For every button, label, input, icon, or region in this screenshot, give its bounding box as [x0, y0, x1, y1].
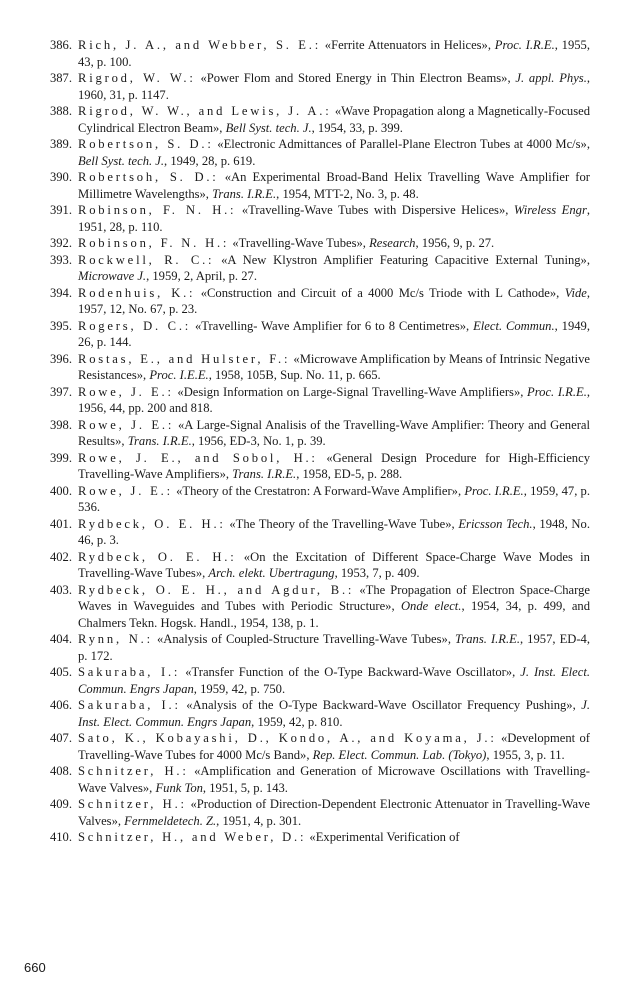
- reference-entry: [34, 202, 590, 235]
- reference-details: , 1960, 31, p. 1147.: [78, 71, 591, 102]
- reference-number: 407.: [49, 731, 72, 745]
- reference-details: , 1954, 33, p. 399.: [311, 120, 403, 135]
- reference-title: «The Propagation of Electron Space-Charge Waves in Waveguides and Tubes with Periodic Structure»,: [78, 582, 591, 613]
- reference-author: Sakuraba, I.:: [78, 665, 181, 679]
- reference-title: «Wave Propagation along a Magnetically-Focused Cylindrical Electron Beam»,: [78, 104, 591, 135]
- reference-author: Rowe, J. E.:: [78, 384, 174, 399]
- reference-text: [78, 318, 590, 351]
- reference-text: [78, 664, 590, 697]
- reference-text: [78, 697, 590, 730]
- reference-author: Rigrod, W. W., and Lewis, J. A.:: [78, 104, 332, 118]
- reference-title: «Development of Travelling-Wave Tubes for 4000 Mc/s Band»,: [78, 731, 590, 762]
- reference-details: , 1955, 43, p. 100.: [78, 38, 590, 69]
- reference-title: «An Experimental Broad-Band Helix Travelling Wave Amplifier for Millimetre Wavelengths»,: [78, 170, 590, 201]
- reference-author: Rowe, J. E.:: [78, 417, 175, 432]
- reference-journal: Bell Syst. tech. J.: [78, 153, 165, 168]
- reference-journal: Ericsson Tech.: [458, 516, 533, 531]
- reference-journal: Onde elect.: [400, 599, 462, 613]
- reference-details: , 1959, 2, April, p. 27.: [146, 269, 257, 283]
- reference-journal: Elect. Commun.: [473, 318, 555, 333]
- reference-author: Rodenhuis, K.:: [78, 285, 196, 300]
- reference-details: , 1957, 12, No. 67, p. 23.: [78, 285, 590, 316]
- reference-title: «Construction and Circuit of a 4000 Mc/s Triode with L Cathode»,: [195, 285, 565, 300]
- reference-number: 391.: [49, 203, 72, 217]
- reference-title: «Amplification and Generation of Microwave Oscillations with Travelling-Wave Valves»,: [78, 764, 590, 795]
- reference-number: 386.: [49, 38, 72, 52]
- reference-number: 406.: [49, 698, 72, 712]
- reference-number: 398.: [49, 417, 72, 432]
- page-number: 660: [24, 960, 46, 975]
- reference-details: , 1954, 34, p. 499, and Chalmers Tekn. Hogsk. Handl., 1954, 138, p. 1.: [78, 599, 590, 630]
- reference-number: 403.: [49, 582, 72, 597]
- reference-details: , 1951, 5, p. 143.: [202, 780, 288, 795]
- reference-author: Rostas, E., and Hulster, F.:: [78, 351, 291, 366]
- reference-title: «Electronic Admittances of Parallel-Plane Electron Tubes at 4000 Mc/s»,: [213, 137, 590, 151]
- reference-author: Schnitzer, H., and Weber, D.:: [78, 830, 307, 844]
- reference-entry: [34, 483, 590, 516]
- reference-author: Sakuraba, I.:: [78, 698, 181, 712]
- reference-author: Sato, K., Kobayashi, D., Kondo, A., and Koyama, J.:: [78, 731, 497, 745]
- reference-title: «Experimental Verification of: [306, 830, 460, 844]
- reference-number: 388.: [49, 104, 72, 118]
- reference-entry: [34, 516, 590, 549]
- reference-journal: Microwave J.: [78, 269, 147, 283]
- reference-details: , 1954, MTT-2, No. 3, p. 48.: [276, 186, 419, 201]
- reference-journal: Proc. I.R.E.: [527, 384, 587, 399]
- reference-journal: Trans. I.R.E.: [455, 632, 520, 646]
- reference-title: «Travelling-Wave Tubes with Dispersive Helices»,: [236, 203, 514, 217]
- reference-entry: [34, 136, 590, 169]
- reference-entry: [34, 37, 590, 70]
- reference-journal: Bell Syst. tech. J.: [225, 120, 312, 135]
- reference-title: «A New Klystron Amplifier Featuring Capacitive External Tuning»,: [214, 252, 590, 267]
- reference-text: [78, 730, 590, 763]
- reference-author: Robertsoh, S. D.:: [78, 170, 219, 184]
- reference-number: 400.: [49, 483, 72, 498]
- reference-text: [78, 351, 590, 384]
- reference-journal: Vide: [564, 285, 587, 300]
- reference-title: «Theory of the Crestatron: A Forward-Wave Amplifier»,: [172, 483, 465, 498]
- reference-details: , 1949, 26, p. 144.: [78, 318, 590, 349]
- reference-author: Rich, J. A., and Webber, S. E.:: [78, 38, 322, 52]
- reference-title: «On the Excitation of Different Space-Charge Wave Modes in Travelling-Wave Tubes»,: [78, 549, 590, 580]
- reference-entry: [34, 103, 590, 136]
- reference-number: 389.: [49, 137, 72, 151]
- reference-number: 405.: [49, 665, 72, 679]
- reference-entry: [34, 70, 590, 103]
- reference-text: [78, 384, 590, 417]
- reference-text: [78, 516, 590, 549]
- reference-entry: [34, 384, 590, 417]
- reference-number: 410.: [49, 830, 72, 844]
- reference-entry: [34, 631, 590, 664]
- reference-author: Rydbeck, O. E. H., and Agdur, B.:: [78, 582, 355, 597]
- reference-title: «Travelling- Wave Amplifier for 6 to 8 Centimetres»,: [191, 318, 474, 333]
- reference-author: Rigrod, W. W.:: [78, 71, 196, 85]
- reference-entry: [34, 235, 590, 252]
- reference-text: [78, 582, 590, 632]
- reference-title: «A Large-Signal Analisis of the Travelling-Wave Amplifier: Theory and General Results»,: [78, 417, 590, 448]
- reference-title: «Analysis of Coupled-Structure Travelling-Wave Tubes»,: [152, 632, 456, 646]
- reference-author: Rockwell, R. C.:: [78, 252, 215, 267]
- reference-text: [78, 450, 590, 483]
- reference-title: «Design Information on Large-Signal Travelling-Wave Amplifiers»,: [173, 384, 528, 399]
- reference-entry: [34, 252, 590, 285]
- reference-title: «Travelling-Wave Tubes»,: [229, 236, 370, 250]
- reference-details: , 1957, ED-4, p. 172.: [78, 632, 591, 663]
- reference-text: [78, 103, 590, 136]
- reference-author: Robertson, S. D.:: [78, 137, 214, 151]
- reference-entry: [34, 697, 590, 730]
- reference-text: [78, 549, 590, 582]
- reference-author: Rowe, J. E.:: [78, 483, 173, 498]
- reference-details: , 1958, ED-5, p. 288.: [296, 467, 403, 481]
- reference-journal: Rep. Elect. Commun. Lab. (Tokyo): [312, 747, 487, 762]
- reference-details: , 1953, 7, p. 409.: [334, 566, 420, 580]
- reference-journal: Trans. I.R.E.: [127, 434, 192, 448]
- reference-author: Rydbeck, O. E. H.:: [78, 516, 226, 531]
- reference-entry: [34, 730, 590, 763]
- reference-author: Rynn, N.:: [78, 632, 153, 646]
- reference-details: , 1959, 42, p. 810.: [251, 714, 343, 729]
- reference-journal: J. appl. Phys.: [515, 71, 587, 85]
- reference-author: Schnitzer, H.:: [78, 797, 187, 811]
- reference-entry: [34, 796, 590, 829]
- reference-number: 397.: [49, 384, 72, 399]
- reference-text: [78, 483, 590, 516]
- reference-text: [78, 285, 590, 318]
- reference-entry: [34, 417, 590, 450]
- reference-text: [78, 70, 590, 103]
- reference-journal: Wireless Engr: [513, 203, 587, 217]
- reference-number: 404.: [49, 632, 72, 646]
- reference-title: «Microwave Amplification by Means of Intrinsic Negative Resistances»,: [78, 351, 590, 382]
- reference-author: Robinson, F. N. H.:: [78, 203, 237, 217]
- reference-text: [78, 136, 590, 169]
- reference-details: , 1956, 9, p. 27.: [415, 236, 495, 250]
- reference-number: 402.: [49, 549, 72, 564]
- reference-details: , 1956, ED-3, No. 1, p. 39.: [191, 434, 326, 448]
- reference-text: [78, 796, 590, 829]
- reference-number: 401.: [49, 516, 72, 531]
- reference-details: , 1959, 42, p. 750.: [193, 681, 286, 696]
- reference-journal: Arch. elekt. Ubertragung: [208, 566, 335, 580]
- reference-number: 394.: [49, 285, 72, 300]
- reference-title: «Production of Direction-Dependent Electronic Attenuator in Travelling-Wave Valves»,: [78, 797, 590, 828]
- reference-entry: [34, 169, 590, 202]
- reference-entry: [34, 318, 590, 351]
- reference-number: 399.: [49, 450, 72, 465]
- reference-title: «Transfer Function of the O-Type Backward-Wave Oscillator»,: [180, 665, 521, 679]
- reference-details: , 1949, 28, p. 619.: [164, 153, 256, 168]
- reference-journal: Funk Ton: [155, 780, 203, 795]
- reference-details: , 1956, 44, pp. 200 and 818.: [78, 384, 590, 415]
- reference-journal: Proc. I.E.E.: [149, 368, 209, 382]
- reference-text: [78, 252, 590, 285]
- reference-title: «Power Flom and Stored Energy in Thin Electron Beams»,: [195, 71, 516, 85]
- reference-text: [78, 631, 590, 664]
- reference-number: 390.: [49, 170, 72, 184]
- reference-entry: [34, 351, 590, 384]
- reference-number: 409.: [49, 797, 72, 811]
- reference-number: 392.: [49, 236, 72, 250]
- reference-details: , 1958, 105B, Sup. No. 11, p. 665.: [208, 368, 381, 382]
- reference-author: Rowe, J. E., and Sobol, H.:: [78, 450, 318, 465]
- reference-text: [78, 763, 590, 796]
- reference-author: Robinson, F. N. H.:: [78, 236, 230, 250]
- reference-title: «The Theory of the Travelling-Wave Tube»,: [225, 516, 459, 531]
- reference-journal: Proc. I.R.E.: [494, 38, 555, 52]
- reference-journal: Proc. I.R.E.: [464, 483, 524, 498]
- reference-text: [78, 417, 590, 450]
- reference-entry: [34, 829, 590, 846]
- reference-entry: [34, 549, 590, 582]
- reference-journal: Fernmeldetech. Z.: [124, 813, 217, 828]
- reference-details: , 1948, No. 46, p. 3.: [78, 516, 590, 547]
- reference-entry: [34, 763, 590, 796]
- reference-details: , 1951, 28, p. 110.: [78, 203, 590, 234]
- reference-number: 387.: [49, 71, 72, 85]
- reference-number: 396.: [49, 351, 72, 366]
- reference-title: «General Design Procedure for High-Efficiency Travelling-Wave Amplifiers»,: [78, 450, 590, 481]
- reference-entry: [34, 664, 590, 697]
- reference-number: 395.: [49, 318, 72, 333]
- reference-text: [78, 202, 590, 235]
- reference-list: [34, 37, 590, 846]
- reference-entry: [34, 450, 590, 483]
- reference-details: , 1951, 4, p. 301.: [216, 813, 302, 828]
- reference-journal: Trans. I.R.E.: [212, 186, 277, 201]
- reference-text: [78, 235, 590, 252]
- reference-journal: J. Inst. Elect. Commun. Engrs Japan: [78, 665, 590, 696]
- reference-text: [78, 37, 590, 70]
- reference-entry: [34, 285, 590, 318]
- reference-number: 408.: [49, 764, 72, 778]
- reference-title: «Analysis of the O-Type Backward-Wave Oscillator Frequency Pushing»,: [180, 698, 582, 712]
- reference-author: Rogers, D. C.:: [78, 318, 192, 333]
- reference-details: , 1959, 47, p. 536.: [78, 483, 590, 514]
- reference-text: [78, 829, 590, 846]
- reference-author: Rydbeck, O. E. H.:: [78, 549, 237, 564]
- reference-author: Schnitzer, H.:: [78, 764, 189, 778]
- reference-details: , 1955, 3, p. 11.: [486, 747, 565, 762]
- reference-journal: Trans. I.R.E.: [232, 467, 297, 481]
- reference-journal: Research: [369, 236, 416, 250]
- reference-entry: [34, 582, 590, 632]
- reference-title: «Ferrite Attenuators in Helices»,: [321, 38, 495, 52]
- reference-text: [78, 169, 590, 202]
- reference-number: 393.: [49, 252, 72, 267]
- reference-journal: J. Inst. Elect. Commun. Engrs Japan: [78, 698, 590, 729]
